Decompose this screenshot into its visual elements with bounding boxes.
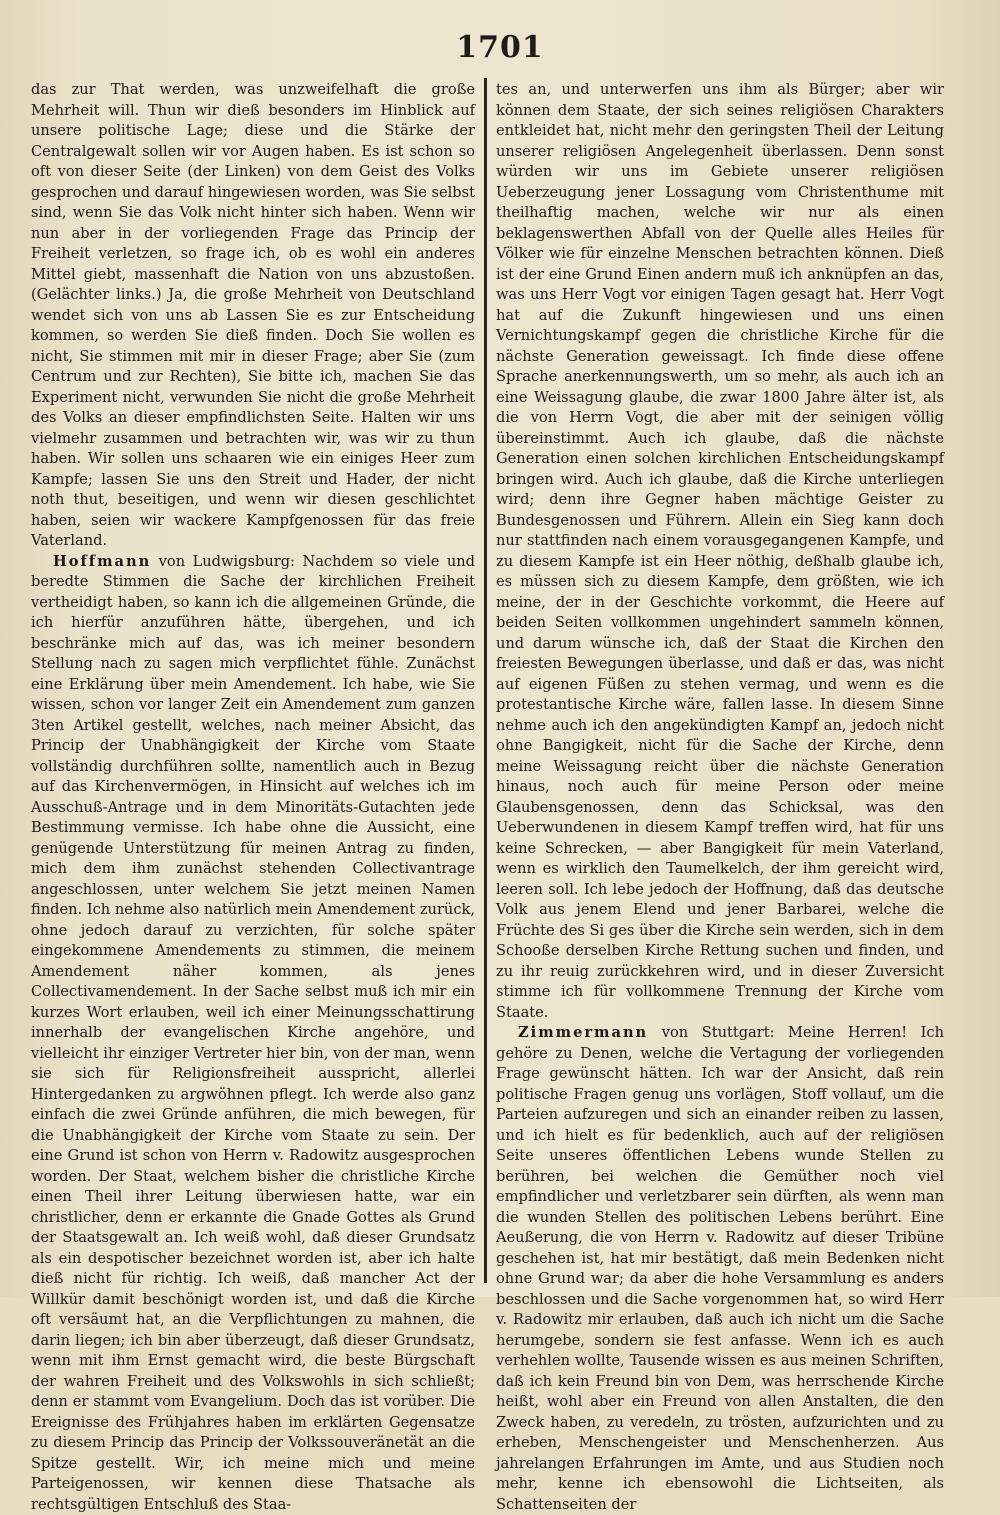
paragraph: das zur That werden, was unzweifelhaft die große Mehrheit will. Thun wir dieß besonders im Hinblick auf unsere politische Lage; diese und die Stärke der Centralgewalt sollen wir vor Augen haben. Es ist schon so oft von dieser Seite (der Linken) von dem Geist des Volks gesprochen und darauf hingewiesen worden, was Sie selbst sind, wenn Sie das Volk nicht hinter sich haben. Wenn wir nun aber in der vorliegenden Frage das Princip der Freiheit verletzen, so frage ich, ob es wohl ein anderes Mittel giebt, massenhaft die Nation von uns abzustoßen. (Gelächter links.) Ja, die große Mehrheit von Deutschland wendet sich von uns ab Lassen Sie es zur Entscheidung kommen, so werden Sie dieß finden. Doch Sie wollen es nicht, Sie stimmen mit mir in dieser Frage; aber Sie (zum Centrum und zur Rechten), Sie bitte ich, machen Sie das Experiment nicht, verwunden Sie nicht die große Mehrheit des Volks an dieser empfindlichsten Seite. Halten wir uns vielmehr zusammen und betrachten wir, was wir zu thun haben. Wir sollen uns schaaren wie ein einiges Heer zum Kampfe; lassen Sie uns den Streit und Hader, der nicht noth thut, beseitigen, und wenn wir diesen geschlichtet haben, seien wir wackere Kampfgenossen für das freie Vaterland. <box>31 80 475 552</box>
paragraph: tes an, und unterwerfen uns ihm als Bürger; aber wir können dem Staate, der sich seines religiösen Charakters entkleidet hat, nicht mehr den geringsten Theil der Leitung unserer religiösen Angelegenheit überlassen. Denn sonst würden wir uns im Gebiete unserer religiösen Ueberzeugung jener Lossagung vom Christenthume mit theilhaftig machen, welche wir nur als einen beklagenswerthen Abfall von der Quelle alles Heiles für Völker wie für einzelne Menschen betrachten können. Dieß ist der eine Grund Einen andern muß ich anknüpfen an das, was uns Herr Vogt vor einigen Tagen gesagt hat. Herr Vogt hat auf die Zukunft hingewiesen und uns einen Vernichtungskampf gegen die christliche Kirche für die nächste Generation geweissagt. Ich finde diese offene Sprache anerkennungswerth, um so mehr, als auch ich an eine Weissagung glaube, die zwar 1800 Jahre älter ist, als die von Herrn Vogt, die aber mit der seinigen völlig übereinstimmt. Auch ich glaube, daß die nächste Generation einen solchen kirchlichen Entscheidungskampf bringen wird. Auch ich glaube, daß die Kirche unterliegen wird; denn ihre Gegner haben mächtige Geister zu Bundesgenossen und Führern. Allein ein Sieg kann doch nur stattfinden nach einem vorausgegangenen Kampfe, und zu diesem Kampfe ist ein Heer nöthig, deßhalb glaube ich, es müssen sich zu diesem Kampfe, dem größten, wie ich meine, der in der Geschichte vorkommt, die Heere auf beiden Seiten vollkommen ungehindert sammeln können, und darum wünsche ich, daß der Staat die Kirchen den freiesten Bewegungen überlasse, und daß er das, was nicht auf eigenen Füßen zu stehen vermag, und wenn es die protestantische Kirche wäre, fallen lasse. In diesem Sinne nehme auch ich den angekündigten Kampf an, jedoch nicht ohne Bangigkeit, nicht für die Sache der Kirche, denn meine Weissagung reicht über die nächste Generation hinaus, noch auch für meine Person oder meine Glaubensgenossen, denn das Schicksal, was den Ueberwundenen in diesem Kampf treffen wird, hat für uns keine Schrecken, — aber Bangigkeit für mein Vaterland, wenn es wirklich den Taumelkelch, der ihm gereicht wird, leeren soll. Ich lebe jedoch der Hoffnung, daß das deutsche Volk aus jenem Elend und jener Barbarei, welche die Früchte des Si ges über die Kirche sein werden, sich in dem Schooße derselben Kirche Rettung suchen und finden, und zu ihr reuig zurückkehren wird, und in dieser Zuversicht stimme ich für vollkommene Trennung der Kirche vom Staate. <box>496 80 944 1023</box>
speech-text: von Stuttgart: Meine Herren! Ich gehöre zu Denen, welche die Vertagung der vorliegenden Frage gewünscht hätten. Ich war der Ansicht, daß rein politische Fragen genug uns vorlägen, Stoff vollauf, um die Parteien aufzuregen und sich an einander reiben zu lassen, und ich hielt es für bedenklich, auch auf der religiösen Seite unseres öffentlichen Lebens wunde Stellen zu berühren, bei welchen die Gemüther noch viel empfindlicher und verletzbarer sein dürften, als wenn man die wunden Stellen des politischen Lebens berührt. Eine Aeußerung, die von Herrn v. Radowitz auf dieser Tribüne geschehen ist, hat mir bestätigt, daß mein Bedenken nicht ohne Grund war; da aber die hohe Versammlung es anders beschlossen und die Sache vorgenommen hat, so wird Herr v. Radowitz mir erlauben, daß auch ich nicht um die Sache herumgebe, sondern sie fest anfasse. Wenn ich es auch verhehlen wollte, Tausende wissen es aus meinen Schriften, daß ich kein Freund bin von Dem, was herrschende Kirche heißt, wohl aber ein Freund von allen Anstalten, die den Zweck haben, zu veredeln, zu trösten, aufzurichten und zu erheben, Menschengeister und Menschenherzen. Aus jahrelangen Erfahrungen im Amte, und aus Studien noch mehr, kenne ich ebensowohl die Lichtseiten, als Schattenseiten der <box>496 1024 944 1513</box>
page-number: 1701 <box>0 30 1000 65</box>
speech-paragraph <box>496 1023 944 1515</box>
left-column <box>31 80 475 1280</box>
right-column <box>496 80 944 1280</box>
column-divider <box>484 78 487 1283</box>
speech-text: von Ludwigsburg: Nachdem so viele und beredte Stimmen die Sache der kirchlichen Freiheit vertheidigt haben, so kann ich die allgemeinen Gründe, die ich hierfür anzuführen hätte, übergehen, und ich beschränke mich auf das, was ich meiner besondern Stellung nach zu sagen mich verpflichtet fühle. Zunächst eine Erklärung über mein Amendement. Ich habe, wie Sie wissen, schon vor langer Zeit ein Amendement zum ganzen 3ten Artikel gestellt, welches, nach meiner Absicht, das Princip der Unabhängigkeit der Kirche vom Staate vollständig durchführen sollte, namentlich auch in Bezug auf das Kirchenvermögen, in Hinsicht auf welches ich im Ausschuß-Antrage und in dem Minoritäts-Gutachten jede Bestimmung vermisse. Ich habe ohne die Aussicht, eine genügende Unterstützung für meinen Antrag zu finden, mich dem ihm zunächst stehenden Collectivantrage angeschlossen, unter welchem Sie jetzt meinen Namen finden. Ich nehme also natürlich mein Amendement zurück, ohne jedoch darauf zu verzichten, für solche später eingekommene Amendements zu stimmen, die meinem Amendement näher kommen, als jenes Collectivamendement. In der Sache selbst muß ich mir ein kurzes Wort erlauben, weil ich einer Meinungsschattirung innerhalb der evangelischen Kirche angehöre, und vielleicht ihr einziger Vertreter hier bin, von der man, wenn sie sich für Religionsfreiheit ausspricht, allerlei Hintergedanken zu argwöhnen pflegt. Ich werde also ganz einfach die zwei Gründe anführen, die mich bewegen, für die Unabhängigkeit der Kirche vom Staate zu sein. Der eine Grund ist schon von Herrn v. Radowitz ausgesprochen worden. Der Staat, welchem bisher die christliche Kirche einen Theil ihrer Leitung überwiesen hatte, war ein christlicher, denn er erkannte die Gnade Gottes als Grund der Staatsgewalt an. Ich weiß wohl, daß dieser Grundsatz als ein despotischer bezeichnet worden ist, aber ich halte dieß nicht für richtig. Ich weiß, daß mancher Act der Willkür damit beschönigt worden ist, und daß die Kirche oft versäumt hat, an die Verpflichtungen zu mahnen, die darin liegen; ich bin aber überzeugt, daß dieser Grundsatz, wenn mit ihm Ernst gemacht wird, die beste Bürgschaft der wahren Freiheit und des Volkswohls in sich schließt; denn er stammt vom Evangelium. Doch das ist vorüber. Die Ereignisse des Frühjahres haben im erklärten Gegensatze zu diesem Princip das Princip der Volkssouveränetät an die Spitze gestellt. Wir, ich meine mich und meine Parteigenossen, wir kennen diese Thatsache als rechtsgültigen Entschluß des Staa- <box>31 553 475 1513</box>
speaker-name: Zimmermann <box>518 1024 648 1041</box>
speaker-name: Hoffmann <box>53 553 151 570</box>
speech-paragraph <box>31 552 475 1515</box>
